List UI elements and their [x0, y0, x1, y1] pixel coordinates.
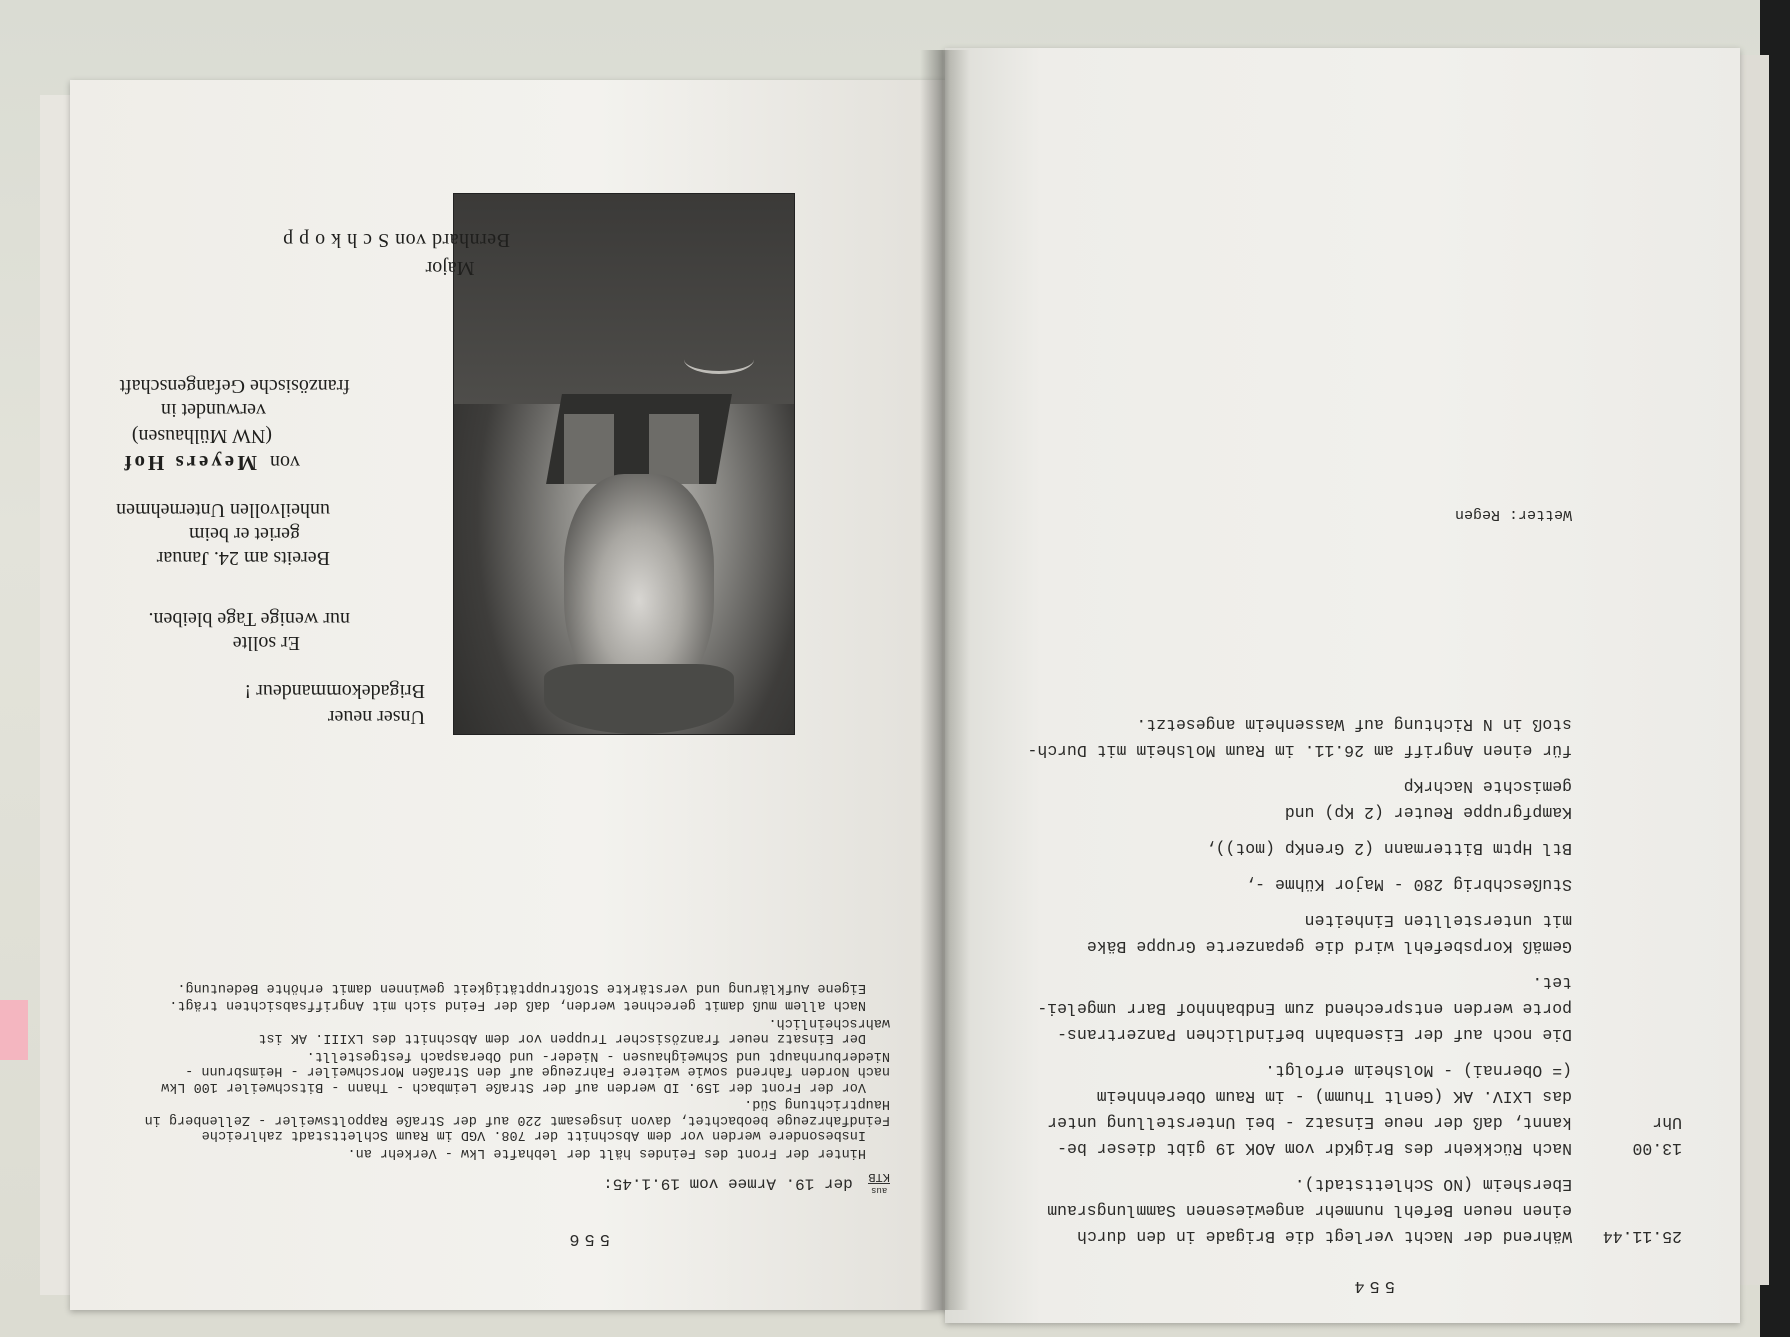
diary-line: Die noch auf der Eisenbahn befindlichen Panzertrans- — [1057, 1025, 1572, 1044]
right-page — [945, 48, 1740, 1323]
caption-january: Bereits am 24. Januar geriet er beim unheilvollen Unternehmen — [116, 499, 330, 569]
diary-line: 13.00 Nach Rückkehr des BrigKdr vom AOK 19 gibt dieser be- — [1057, 1139, 1682, 1158]
report-paragraph: Hinter der Front des Feindes hält der lebhafte Lkw - Verkehr an. — [347, 1145, 866, 1160]
caption-few-days: Er sollte nur wenige Tage bleiben. — [148, 608, 350, 654]
diary-line: porte werden entsprechend zum Endbahnhof Barr umgelei- — [1037, 999, 1572, 1018]
diary-line: stoß in N Richtung auf Wassenheim angesetzt. — [1136, 715, 1572, 734]
report-paragraph: Insbesondere werden vor dem Abschnitt der 708. VGD im Raum Schlettstadt zahlreiche Feindfahrzeuge beobachtet, davon insgesamt 220 auf der Straße Rappoltsweiler - Zellenberg in Hauptrichtung Süd. — [144, 1096, 890, 1143]
left-page-number: 556 — [564, 1229, 610, 1248]
diary-line: tet. — [1532, 973, 1572, 992]
photo-uniform — [454, 194, 794, 404]
report-header-text: der 19. Armee vom 19.1.45: — [603, 1174, 853, 1193]
diary-line: 25.11.44 Während der Nacht verlegt die Brigade in den durch — [1076, 1227, 1682, 1246]
photo-cap — [544, 664, 734, 734]
diary-line: Stußeschbrig 280 - Major Kühme -, — [1245, 875, 1572, 894]
caption-meyers-hof: von Meyers Hof — [121, 451, 300, 475]
caption-captivity: französische Gefangenschaft — [119, 375, 350, 397]
report-paragraph: Eigene Aufklärung und verstärkte Stoßtrupptätigkeit gewinnen damit erhöhte Bedeutung. — [177, 980, 866, 995]
right-page-content — [945, 48, 1740, 1323]
weather-note: Wetter: Regen — [1454, 506, 1572, 523]
report-header — [603, 1171, 890, 1196]
photo-collar-tab — [564, 414, 614, 484]
diary-text — [1002, 711, 1682, 1249]
diary-line: Gemäß Korpsbefehl wird die gepanzerte Gruppe Bäke — [1086, 937, 1572, 956]
report-paragraph: Der Einsatz neuer französischer Truppen vor dem Abschnitt des LXIII. AK ist wahrscheinlich. — [258, 1015, 890, 1046]
caption-new-commander: Unser neuer Brigadekommandeur ! — [244, 680, 425, 728]
diary-line: Kampfgruppe Reuter (2 Kp) und — [1284, 803, 1572, 822]
diary-line: das LXIV. AK (Genlt Thumm) - im Raum Oberehnheim — [1096, 1087, 1572, 1106]
caption-mulhausen: (NW Mülhausen) — [131, 425, 272, 447]
diary-line: Btl Hptm Bittermann (2 GrenKp (mot)), — [1205, 839, 1572, 858]
report-paragraph: Nach allem muß damit gerechnet werden, daß der Feind sich mit Angriffsabsichten trägt. — [169, 997, 866, 1013]
report-body — [130, 978, 890, 1161]
caption-wounded: verwundet in — [161, 399, 266, 421]
diary-line: (= Obernai) - Molsheim erfolgt. — [1265, 1061, 1572, 1080]
diary-line: Ebersheim (NO Schlettstadt). — [1294, 1175, 1572, 1194]
photo-eagle-insignia — [684, 345, 754, 374]
diary-line: einen neuen Befehl nunmehr angewiesenen Sammlungsraum — [1047, 1201, 1572, 1220]
diary-line: für einen Angriff am 26.11. im Raum Molsheim mit Durch- — [1027, 741, 1572, 760]
caption-name: Bernhard von Schkopp — [277, 229, 510, 251]
ktb-abbrev: aus KTB — [868, 1170, 890, 1195]
book-spine — [920, 50, 970, 1310]
left-page-content — [70, 80, 950, 1310]
report-paragraph: Vor der Front der 159. ID werden auf der Straße Leimbach - Thann - Bitschweiler 100 Lkw nach Norden fahrend sowie weitere Fahrzeuge auf den Straßen Morschweiler - Heimsbrunn - Niederburnhaupt und Schweighausen - Nieder- und Oberaspach festgestellt. — [161, 1048, 890, 1094]
caption-rank: Major — [425, 257, 475, 279]
left-page — [70, 80, 950, 1310]
diary-line: mit unterstellten Einheiten — [1304, 911, 1572, 930]
diary-line: Uhr kannt, daß der neue Einsatz - bei Unterstellung unter — [1047, 1113, 1682, 1132]
diary-line: gemischte NachrKp — [1403, 777, 1572, 796]
sticky-note-pink — [0, 1000, 28, 1060]
right-page-number: 554 — [1349, 1276, 1395, 1295]
